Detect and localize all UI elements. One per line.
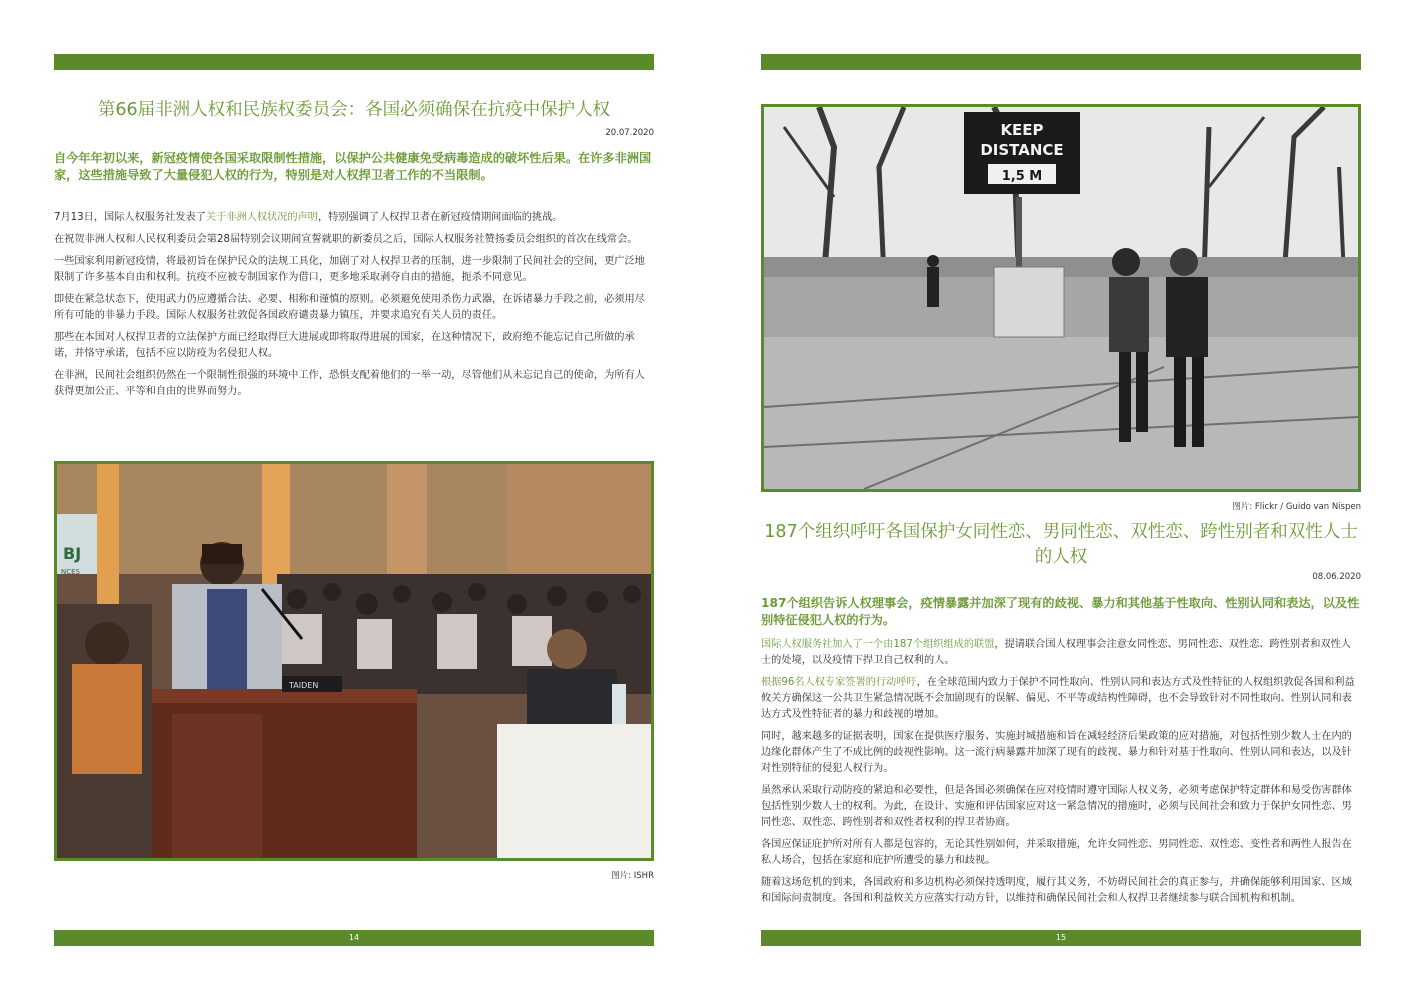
left-top-bar xyxy=(54,54,654,70)
left-paragraph-5: 那些在本国对人权捍卫者的立法保护方面已经取得巨大进展或即将取得进展的国家，在这种情况下，政府绝不能忘记自己所做的承诺，并恪守承诺，包括不应以防疫为名侵犯人权。 xyxy=(54,332,635,359)
left-article-title: 第66届非洲人权和民族权委员会：各国必须确保在抗疫中保护人权 xyxy=(97,100,611,120)
left-paragraph-6: 在非洲，民间社会组织仍然在一个限制性很强的环境中工作，恐惧支配着他们的一举一动，尽管他们从未忘记自己的使命，为所有人获得更加公正、平等和自由的世界而努力。 xyxy=(54,370,645,397)
conference-photo xyxy=(54,461,654,861)
right-article-body xyxy=(761,637,1361,913)
left-p1-prefix: 7月13日，国际人权服务社发表了 xyxy=(54,212,206,223)
left-paragraph-1 xyxy=(54,210,654,226)
conference-photo-image xyxy=(57,464,651,858)
right-paragraph-5: 各国应保证庇护所对所有人都是包容的，无论其性别如何，并采取措施，允许女同性恋、男同性恋、双性恋、变性者和两性人报告在私人场合，包括在家庭和庇护所遭受的暴力和歧视。 xyxy=(761,839,1352,866)
coalition-link[interactable]: 国际人权服务社加入了一个由187个组织组成的联盟 xyxy=(761,639,995,650)
keep-distance-photo xyxy=(761,104,1361,492)
left-page-number: 14 xyxy=(54,930,654,946)
left-article-lede: 自今年年初以来，新冠疫情使各国采取限制性措施，以保护公共健康免受病毒造成的破坏性后果。在许多非洲国家，这些措施导致了大量侵犯人权的行为，特别是对人权捍卫者工作的不当限制。 xyxy=(54,151,652,182)
right-page xyxy=(761,0,1361,1000)
right-paragraph-1 xyxy=(761,637,1361,669)
right-photo-caption: 图片: Flickr / Guido van Nispen xyxy=(1232,502,1361,512)
left-p1-suffix: ，特别强调了人权捍卫者在新冠疫情期间面临的挑战。 xyxy=(317,212,563,223)
left-article-body xyxy=(54,210,654,406)
right-page-number: 15 xyxy=(761,930,1361,946)
left-paragraph-2: 在祝贺非洲人权和人民权利委员会第28届特别会议期间宣誓就职的新委员之后，国际人权服务社赞扬委员会组织的首次在线常会。 xyxy=(54,234,638,245)
left-paragraph-3: 一些国家利用新冠疫情，将最初旨在保护民众的法规工具化，加剧了对人权捍卫者的压制，进一步限制了民间社会的空间，更广泛地限制了许多基本自由和权利。抗疫不应被专制国家作为借口，更多地采取剥夺自由的措施，扼杀不同意见。 xyxy=(54,256,645,283)
left-photo-caption: 图片: ISHR xyxy=(611,871,654,881)
right-article-title: 187个组织呼吁各国保护女同性恋、男同性恋、双性恋、跨性别者和双性人士的人权 xyxy=(764,522,1358,567)
right-p2-suffix: ，在全球范围内致力于保护不同性取向、性别认同和表达方式及性特征的人权组织敦促各国和利益攸关方确保这一公共卫生紧急情况既不会加剧现有的误解、偏见、不平等或结构性障碍，也不会导致针对不同性取向、性别认同和表达方式及性特征者的暴力和歧视的增加。 xyxy=(761,677,1355,720)
right-top-bar xyxy=(761,54,1361,70)
right-paragraph-2 xyxy=(761,675,1361,723)
keep-distance-photo-image xyxy=(764,107,1358,489)
left-paragraph-4: 即使在紧急状态下，使用武力仍应遵循合法、必要、相称和谨慎的原则。必须避免使用杀伤力武器，在诉诸暴力手段之前，必须用尽所有可能的非暴力手段。国际人权服务社敦促各国政府谴责暴力镇压，并要求追究有关人员的责任。 xyxy=(54,294,645,321)
banner-text-2: NCES xyxy=(61,568,80,576)
right-article-lede: 187个组织告诉人权理事会，疫情暴露并加深了现有的歧视、暴力和其他基于性取向、性别认同和表达，以及性别特征侵犯人权的行为。 xyxy=(761,596,1360,627)
sign-text-distance-value: 1,5 M xyxy=(1001,169,1043,184)
statement-link[interactable]: 关于非洲人权状况的声明 xyxy=(205,212,318,223)
left-article-date: 20.07.2020 xyxy=(605,128,654,138)
right-paragraph-4: 虽然承认采取行动防疫的紧迫和必要性，但是各国必须确保在应对疫情时遵守国际人权义务，必须考虑保护特定群体和易受伤害群体包括性别少数人士的权利。为此，在设计、实施和评估国家应对这一紧急情况的措施时，必须与民间社会和致力于保护女同性恋、男同性恋、双性恋、跨性别者和双性者权利的捍卫者协商。 xyxy=(761,785,1352,828)
right-paragraph-6: 随着这场危机的到来，各国政府和多边机构必须保持透明度，履行其义务，不妨碍民间社会的真正参与，并确保能够利用国家、区域和国际问责制度。各国和利益攸关方应落实行动方针，以维持和确保民间社会和人权捍卫者继续参与联合国机构和机制。 xyxy=(761,877,1352,904)
left-page xyxy=(54,0,654,1000)
banner-text: BJ xyxy=(63,544,82,563)
sign-text-keep: KEEP xyxy=(1000,121,1044,139)
right-article-date: 08.06.2020 xyxy=(1312,572,1361,582)
right-p1-suffix: ，提请联合国人权理事会注意女同性恋、男同性恋、双性恋、跨性别者和双性人士的处境，以及疫情下捍卫自己权利的人。 xyxy=(761,639,1351,666)
podium-plate-text: TAIDEN xyxy=(289,681,319,690)
call-to-action-link[interactable]: 根据96名人权专家签署的行动呼吁 xyxy=(761,677,917,688)
right-paragraph-3: 同时，越来越多的证据表明，国家在提供医疗服务、实施封城措施和旨在减轻经济后果政策的应对措施，对包括性别少数人士在内的边缘化群体产生了不成比例的歧视性影响。这一流行病暴露并加深了现有的歧视、暴力和针对基于性取向、性别认同和表达，以及针对性别特征的侵犯人权行为。 xyxy=(761,731,1352,774)
sign-text-distance: DISTANCE xyxy=(980,141,1064,159)
